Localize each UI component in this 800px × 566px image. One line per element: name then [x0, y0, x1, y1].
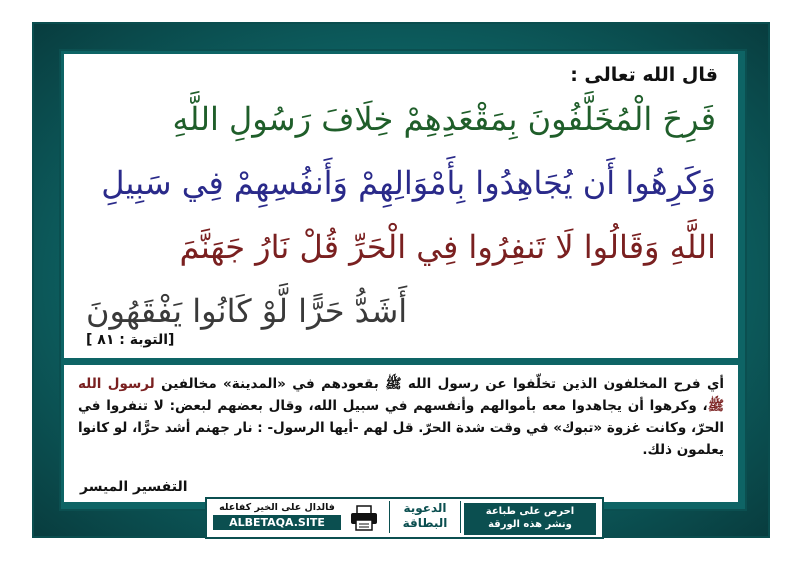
- verse-line-4: أَشَدُّ حَرًّا لَّوْ كَانُوا يَفْقَهُونَ: [86, 292, 408, 330]
- logo-line-1: الدعوية: [403, 501, 447, 515]
- footer-bar: [205, 497, 604, 539]
- verse-line-1: فَرِحَ الْمُخَلَّفُونَ بِمَقْعَدِهِمْ خِلَافَ رَسُولِ اللَّهِ: [172, 100, 716, 138]
- tafsir-panel: [64, 365, 738, 502]
- tafsir-part-2: ، وكرهوا أن يجاهدوا معه بأموالهم وأنفسهم في سبيل الله، وقال بعضهم لبعض: لا تنفروا في الحرّ، وكانت غزوة «تبوك» في وقت شدة الحرّ. قل لهم -أيها الرسول- : نار جهنم أشد حرًّا، لو كانوا يعلمون ذلك.: [78, 398, 724, 458]
- verse-panel: [64, 54, 738, 358]
- logo: [389, 501, 461, 533]
- verse-line-2: وَكَرِهُوا أَن يُجَاهِدُوا بِأَمْوَالِهِمْ وَأَنفُسِهِمْ فِي سَبِيلِ: [101, 164, 716, 202]
- logo-line-2: البطاقة: [402, 516, 448, 530]
- print-note-line-2: ونشر هذه الورقة: [488, 519, 572, 530]
- verse-line-3: اللَّهِ وَقَالُوا لَا تَنفِرُوا فِي الْحَرِّ قُلْ نَارُ جَهَنَّمَ: [179, 228, 716, 266]
- tafsir-text: [78, 373, 724, 461]
- tafsir-part-1: أي فرح المخلفون الذين تخلّفوا عن رسول الله ﷺ بقعودهم في «المدينة» مخالفين: [154, 376, 725, 392]
- tafsir-highlight: لرسول الله ﷺ: [78, 376, 724, 414]
- printer-icon: [349, 505, 379, 531]
- site-link[interactable]: ALBETAQA.SITE: [213, 515, 341, 530]
- verse-reference: [التوبة : ٨١ ]: [86, 332, 175, 348]
- site-caption: فالدال على الخير كفاعله: [219, 502, 335, 513]
- print-note-line-1: احرص على طباعة: [485, 506, 575, 517]
- tafsir-source: التفسير الميسر: [80, 479, 188, 495]
- print-note: [464, 503, 596, 535]
- verse-heading: قال الله تعالى :: [570, 64, 718, 86]
- site-block: [213, 502, 341, 532]
